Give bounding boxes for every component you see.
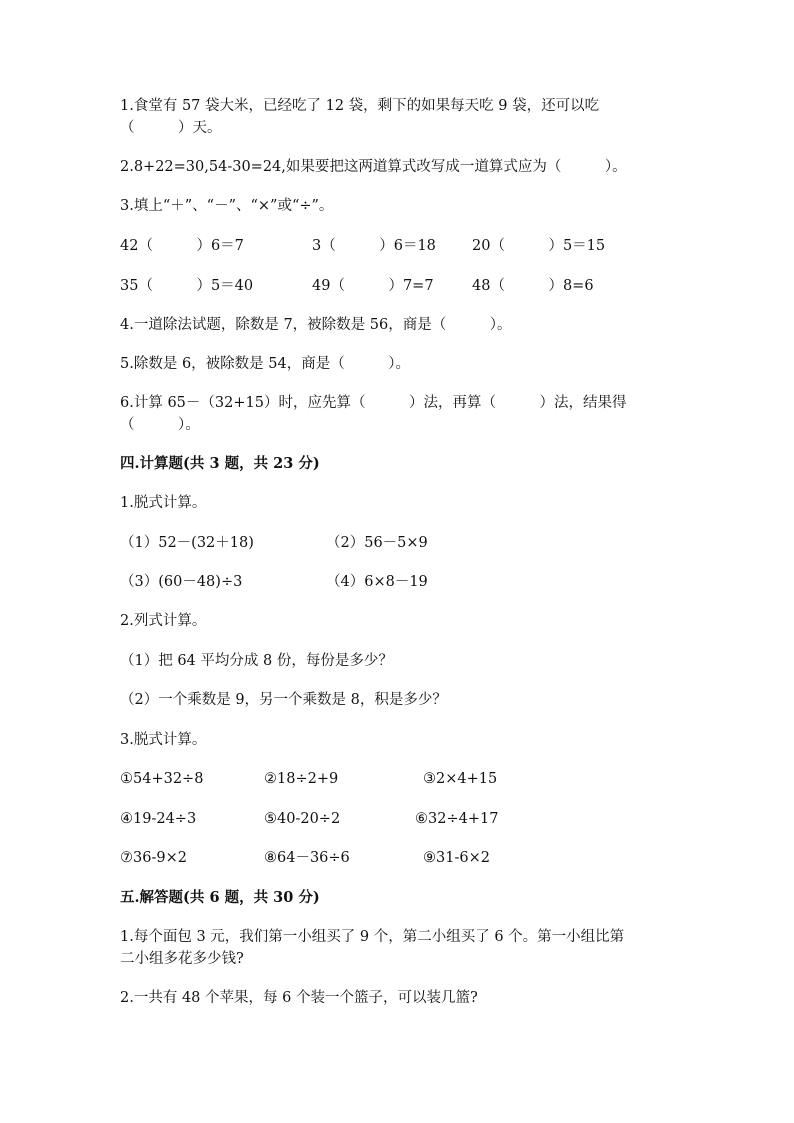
fill-item: 35（ ）5＝40 (120, 278, 254, 294)
calc-item: ⑥32÷4+17 (415, 811, 499, 827)
fill-item: 42（ ）6＝7 (120, 238, 244, 254)
word-problem-1-line-2: 二小组多花多少钱? (120, 951, 244, 967)
calc-item: （3）(60－48)÷3 (120, 574, 243, 590)
calc-item: ①54+32÷8 (120, 771, 204, 787)
question-5: 5.除数是 6，被除数是 54，商是（ ）。 (120, 356, 410, 372)
calc-question-3: 3.脱式计算。 (120, 732, 207, 748)
question-1-line-2: （ ）天。 (120, 120, 222, 136)
calc-item: ⑤40-20÷2 (264, 811, 341, 827)
calc-item: （4）6×8－19 (326, 574, 428, 590)
calc-question-2-b: （2）一个乘数是 9，另一个乘数是 8，积是多少？ (120, 692, 447, 708)
calc-item: ⑨31-6×2 (423, 850, 490, 866)
question-6-line-1: 6.计算 65－（32+15）时，应先算（ ）法，再算（ ）法，结果得 (120, 395, 627, 411)
calc-item: （2）56－5×9 (326, 535, 428, 551)
calc-item: ④19-24÷3 (120, 811, 197, 827)
fill-item: 48（ ）8=6 (472, 278, 594, 294)
calc-item: （1）52－(32＋18) (120, 535, 254, 551)
calc-item: ⑧64－36÷6 (264, 850, 350, 866)
question-4: 4.一道除法试题，除数是 7，被除数是 56，商是（ ）。 (120, 317, 512, 333)
word-problem-2: 2.一共有 48 个苹果，每 6 个装一个篮子，可以装几篮? (120, 990, 478, 1006)
calc-question-2: 2.列式计算。 (120, 613, 207, 629)
calc-question-1: 1.脱式计算。 (120, 495, 207, 511)
calc-item: ③2×4+15 (423, 771, 498, 787)
question-1-line-1: 1.食堂有 57 袋大米，已经吃了 12 袋，剩下的如果每天吃 9 袋，还可以吃 (120, 98, 600, 114)
question-3: 3.填上“＋”、“－”、“×”或“÷”。 (120, 198, 334, 214)
calc-item: ②18÷2+9 (264, 771, 339, 787)
question-2: 2.8+22=30,54-30=24,如果要把这两道算式改写成一道算式应为（ ）。 (120, 159, 627, 175)
calc-item: ⑦36-9×2 (120, 850, 187, 866)
section-5-heading: 五.解答题(共 6 题，共 30 分) (120, 889, 320, 906)
fill-item: 3（ ）6＝18 (312, 238, 436, 254)
fill-item: 20（ ）5＝15 (472, 238, 606, 254)
word-problem-1-line-1: 1.每个面包 3 元，我们第一小组买了 9 个，第二小组买了 6 个。第一小组比第 (120, 929, 625, 945)
section-4-heading: 四.计算题(共 3 题，共 23 分) (120, 455, 320, 472)
calc-question-2-a: （1）把 64 平均分成 8 份，每份是多少？ (120, 653, 393, 669)
fill-item: 49（ ）7=7 (312, 278, 434, 294)
question-6-line-2: （ ）。 (120, 417, 200, 433)
